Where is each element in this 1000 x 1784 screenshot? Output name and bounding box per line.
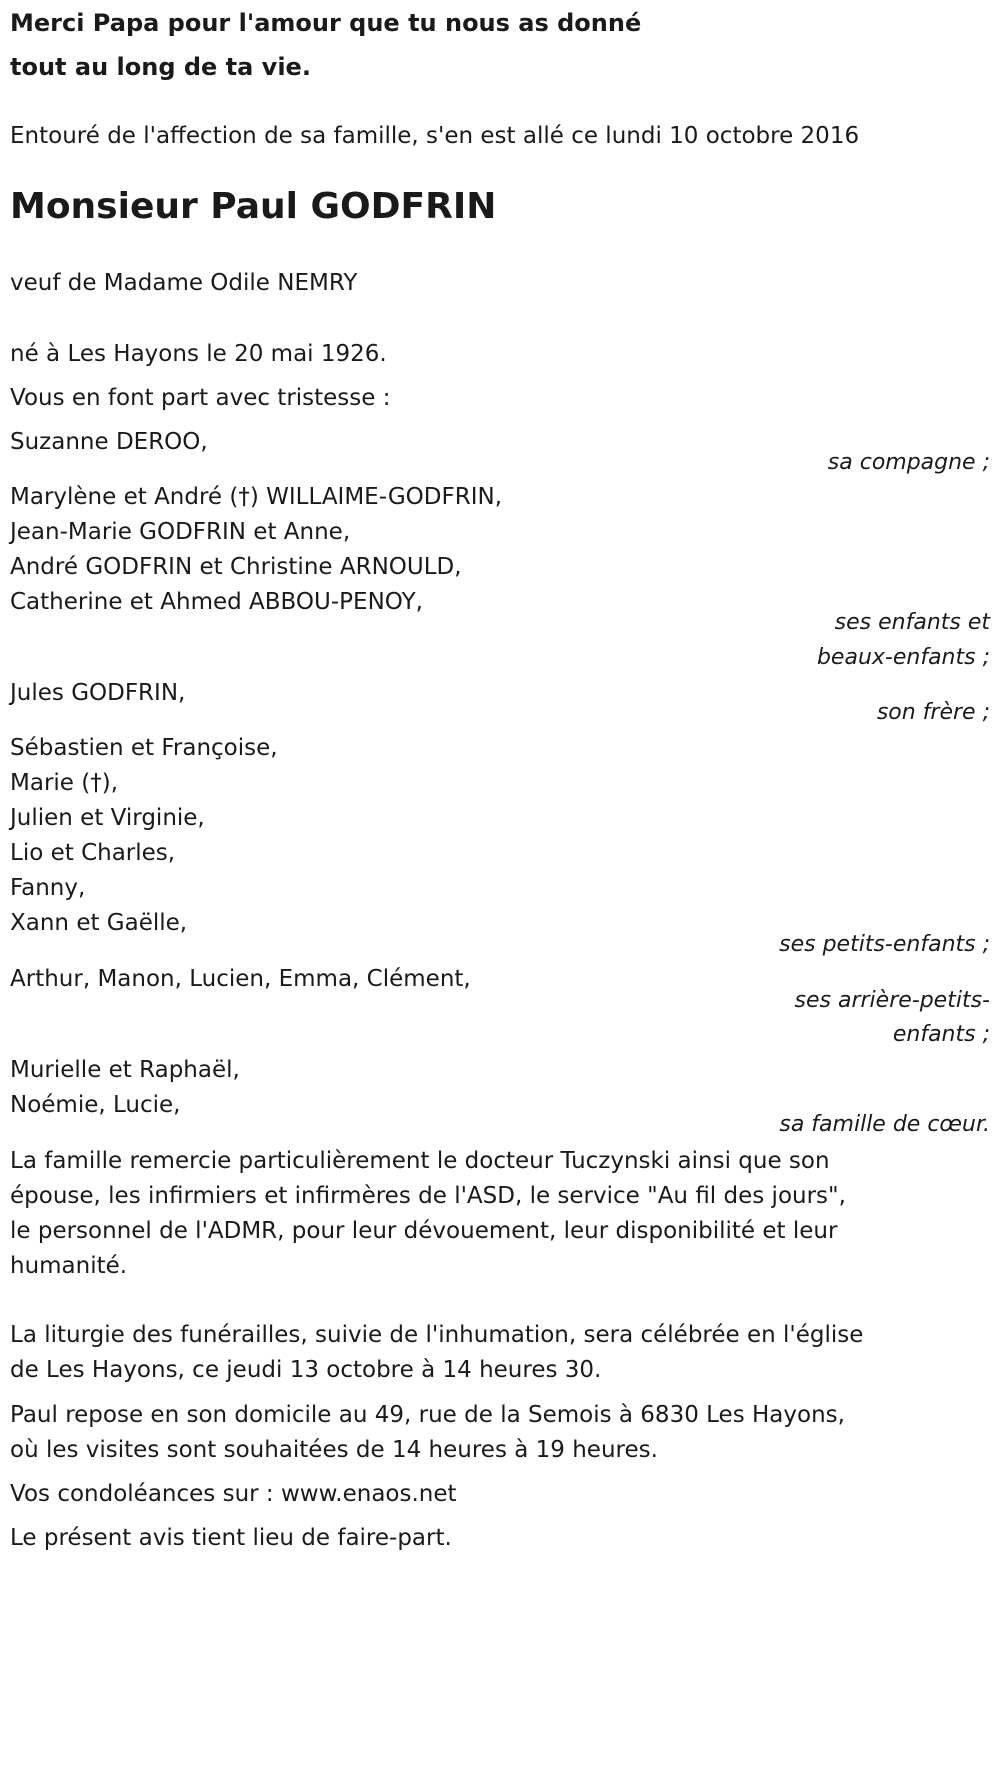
widower-of: veuf de Madame Odile NEMRY bbox=[10, 270, 358, 296]
child-name: Jean-Marie GODFRIN et Anne, bbox=[10, 519, 351, 545]
thanks-line: La famille remercie particulièrement le docteur Tuczynski ainsi que son bbox=[10, 1148, 830, 1174]
obituary-notice bbox=[10, 0, 990, 1784]
great-grandchildren-role-line-1: ses arrière-petits- bbox=[794, 988, 990, 1013]
great-grandchildren-role-line-2: enfants ; bbox=[892, 1022, 990, 1047]
deceased-name: Monsieur Paul GODFRIN bbox=[10, 186, 497, 227]
grandchild-name: Lio et Charles, bbox=[10, 840, 176, 866]
companion-name: Suzanne DEROO, bbox=[10, 429, 208, 455]
grandchild-name: Xann et Gaëlle, bbox=[10, 910, 188, 936]
heart-family-name: Noémie, Lucie, bbox=[10, 1092, 181, 1118]
liturgy-line: de Les Hayons, ce jeudi 13 octobre à 14 heures 30. bbox=[10, 1357, 602, 1383]
companion-role: sa compagne ; bbox=[827, 450, 990, 475]
thanks-line: épouse, les infirmiers et infirmères de l'ASD, le service "Au fil des jours", bbox=[10, 1183, 846, 1209]
visits-line: où les visites sont souhaitées de 14 heures à 19 heures. bbox=[10, 1437, 658, 1463]
grandchild-name: Marie (†), bbox=[10, 770, 119, 796]
brother-name: Jules GODFRIN, bbox=[10, 680, 186, 706]
grandchild-name: Fanny, bbox=[10, 875, 86, 901]
intro-line-2: tout au long de ta vie. bbox=[10, 53, 311, 81]
child-name: Catherine et Ahmed ABBOU-PENOY, bbox=[10, 589, 423, 615]
grandchild-name: Sébastien et Françoise, bbox=[10, 735, 278, 761]
thanks-line: humanité. bbox=[10, 1253, 128, 1279]
child-name: André GODFRIN et Christine ARNOULD, bbox=[10, 554, 462, 580]
children-role-line-1: ses enfants et bbox=[834, 610, 990, 635]
notice-statement: Le présent avis tient lieu de faire-part. bbox=[10, 1525, 452, 1551]
liturgy-line: La liturgie des funérailles, suivie de l'inhumation, sera célébrée en l'église bbox=[10, 1322, 864, 1348]
thanks-line: le personnel de l'ADMR, pour leur dévouement, leur disponibilité et leur bbox=[10, 1218, 838, 1244]
child-name: Marylène et André (†) WILLAIME-GODFRIN, bbox=[10, 484, 503, 510]
condolences-info: Vos condoléances sur : www.enaos.net bbox=[10, 1481, 457, 1507]
grandchild-name: Julien et Virginie, bbox=[10, 805, 205, 831]
brother-role: son frère ; bbox=[876, 700, 990, 725]
children-role-line-2: beaux-enfants ; bbox=[816, 645, 990, 670]
visits-line: Paul repose en son domicile au 49, rue de la Semois à 6830 Les Hayons, bbox=[10, 1402, 845, 1428]
great-grandchildren-names: Arthur, Manon, Lucien, Emma, Clément, bbox=[10, 966, 471, 992]
intro-line-1: Merci Papa pour l'amour que tu nous as donné bbox=[10, 9, 642, 37]
heart-family-name: Murielle et Raphaël, bbox=[10, 1057, 240, 1083]
birth-info: né à Les Hayons le 20 mai 1926. bbox=[10, 341, 387, 367]
share-intro: Vous en font part avec tristesse : bbox=[10, 385, 391, 411]
announcement: Entouré de l'affection de sa famille, s'en est allé ce lundi 10 octobre 2016 bbox=[10, 123, 860, 149]
heart-family-role: sa famille de cœur. bbox=[779, 1112, 990, 1137]
grandchildren-role: ses petits-enfants ; bbox=[779, 932, 990, 957]
